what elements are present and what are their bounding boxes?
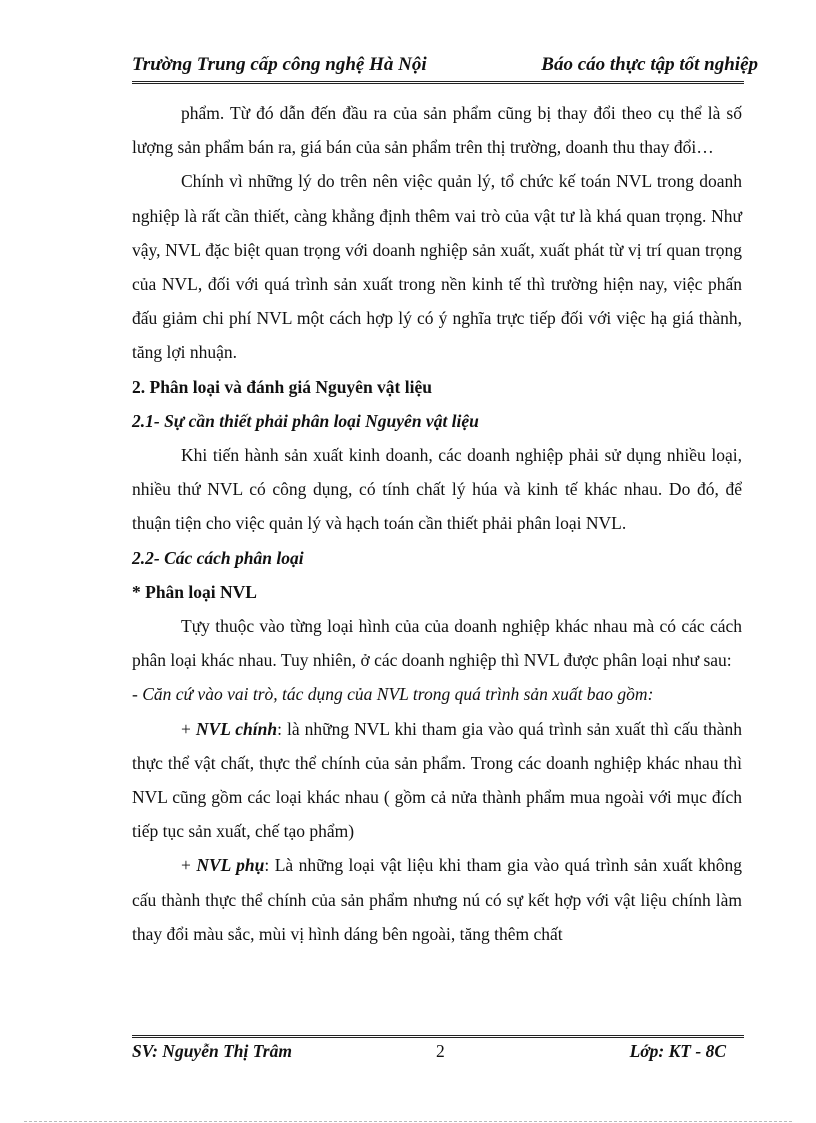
footer-divider (132, 1035, 744, 1038)
main-material-text: : là những NVL khi tham gia vào quá trình sản xuất thì cấu thành thực thể vật chất, thực thể chính của sản phẩm. Trong các doanh nghiệp khác nhau thì NVL cũng gồm các loại khác nhau ( gồm cả nửa thành phẩm mua ngoài với mục đích tiếp tục sản xuất, chế tạo phẩm) (132, 718, 742, 842)
subsection-heading-2-2: 2.2- Các cách phân loại (132, 547, 304, 568)
term-auxiliary-material: NVL phụ (196, 855, 265, 876)
term-main-material: NVL chính (195, 718, 278, 739)
paragraph-continuation: phẩm. Từ đó dẫn đến đầu ra của sản phẩm cũng bị thay đổi theo cụ thể là số lượng sản phẩm bán ra, giá bán của sản phẩm trên thị trường, doanh thu thay đổi… (132, 103, 742, 158)
paragraph-classification-types: Tựy thuộc vào từng loại hình của của doanh nghiệp khác nhau mà có các cách phân loại khác nhau. Tuy nhiên, ở các doanh nghiệp thì NVL được phân loại như sau: (132, 616, 742, 671)
footer-student-name: SV: Nguyễn Thị Trâm (132, 1041, 292, 1061)
subsection-heading-2-1: 2.1- Sự cần thiết phải phân loại Nguyên vật liệu (132, 410, 479, 431)
auxiliary-material-text: : Là những loại vật liệu khi tham gia vào quá trình sản xuất không cấu thành thực thể chính của sản phẩm nhưng nú có sự kết hợp với vật liệu chính làm thay đổi màu sắc, mùi vị hình dáng bên ngoài, tăng thêm chất (132, 855, 742, 944)
header-school-name: Trường Trung cấp công nghệ Hà Nội (132, 54, 427, 75)
bullet-prefix: + (181, 855, 197, 876)
paragraph-importance: Chính vì những lý do trên nên việc quản lý, tổ chức kế toán NVL trong doanh nghiệp là rất cần thiết, càng khẳng định thêm vai trò của vật tư là khá quan trọng. Như vậy, NVL đặc biệt quan trọng với doanh nghiệp sản xuất, xuất phát từ vị trí quan trọng của NVL, đối với quá trình sản xuất trong nền kinh tế thì trường hiện nay, việc phấn đấu giảm chi phí NVL một cách hợp lý có ý nghĩa trực tiếp đối với việc hạ giá thành, tăng lợi nhuận. (132, 171, 742, 363)
paragraph-main-material (132, 712, 742, 849)
heading-classify-nvl: * Phân loại NVL (132, 581, 257, 602)
paragraph-criteria: - Căn cứ vào vai trò, tác dụng của NVL trong quá trình sản xuất bao gồm: (132, 684, 654, 705)
header-divider (132, 81, 744, 84)
footer-class: Lớp: KT - 8C (629, 1041, 726, 1061)
paragraph-classification-need: Khi tiến hành sản xuất kinh doanh, các doanh nghiệp phải sử dụng nhiều loại, nhiều thứ NVL có công dụng, có tính chất lý húa và kinh tế khác nhau. Do đó, để thuận tiện cho việc quản lý và hạch toán cần thiết phải phân loại NVL. (132, 445, 742, 534)
page-body (132, 96, 742, 951)
bullet-prefix: + (181, 718, 196, 739)
page-number: 2 (436, 1041, 445, 1061)
page-edge-dashed-line (24, 1121, 792, 1122)
page-header (132, 54, 758, 80)
section-heading-2: 2. Phân loại và đánh giá Nguyên vật liệu (132, 376, 432, 397)
paragraph-auxiliary-material (132, 848, 742, 951)
header-report-title: Báo cáo thực tập tốt nghiệp (541, 54, 758, 75)
page-footer (132, 1041, 744, 1067)
